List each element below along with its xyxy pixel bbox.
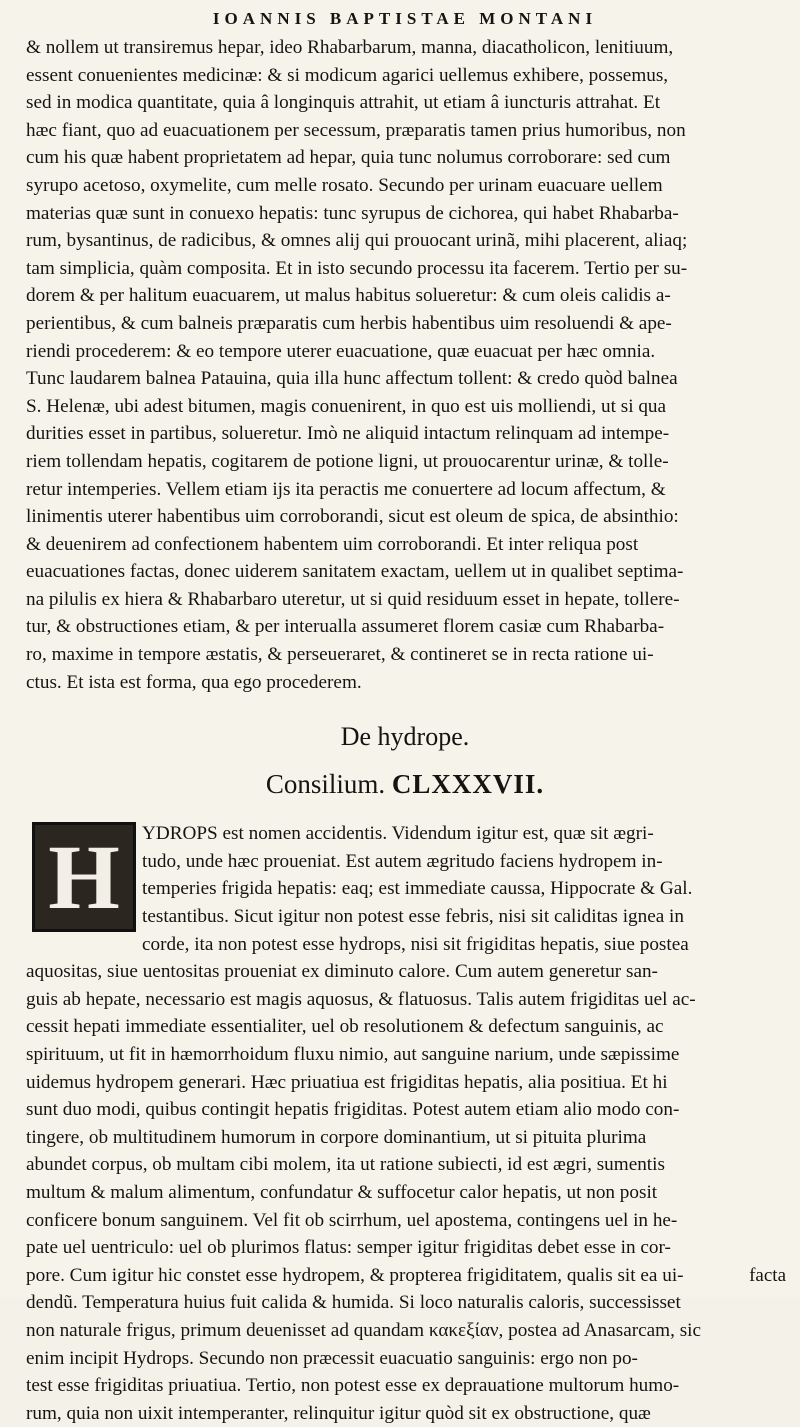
ornamental-initial (32, 822, 136, 932)
ornamental-initial-letter: H (48, 826, 120, 929)
text-line: non naturale frigus, primum deuenisset ad quandam κακεξίαν, postea ad Anasarcam, sic (26, 1319, 702, 1341)
text-line: materias quæ sunt in conuexo hepatis: tunc syrupus de cichorea, qui habet Rhabarba- (26, 202, 679, 224)
text-line: & nollem ut transiremus hepar, ideo Rhabarbarum, manna, diacatholicon, lenitiuum, (26, 37, 674, 58)
text-line: temperies frigida hepatis: eaq; est immediate caussa, Hippocrate & Gal. (142, 878, 693, 900)
text-line: tudo, unde hæc proueniat. Est autem ægritudo faciens hydropem in- (142, 850, 663, 872)
text-line: dorem & per halitum euacuarem, ut malus habitus solueretur: & cum oleis calidis a- (26, 285, 671, 307)
text-line: riem tollendam hepatis, cogitarem de potione ligni, ut prouocarentur urinæ, & tolle- (26, 450, 669, 472)
catchword: facta (749, 1265, 786, 1286)
body-text-bottom (26, 958, 784, 1427)
text-line: rum, bysantinus, de radicibus, & omnes alij qui prouocant urinã, mihi placerent, aliaq; (26, 230, 688, 252)
text-line: S. Helenæ, ubi adest bitumen, magis conuenirent, in quo est uis molliendi, ut si qua (26, 395, 667, 417)
text-line: dendũ. Temperatura huius fuit calida & humida. Si loco naturalis caloris, successisset (26, 1292, 681, 1314)
text-line: retur intemperies. Vellem etiam ijs ita peractis me conuertere ad locum affectum, & (26, 478, 666, 500)
text-line: ro, maxime in tempore æstatis, & perseueraret, & contineret se in recta ratione ui- (26, 644, 654, 666)
text-line: pate uel uentriculo: uel ob plurimos flatus: semper igitur frigiditas debet esse in cor- (26, 1237, 671, 1259)
text-line: conficere bonum sanguinem. Vel fit ob scirrhum, uel apostema, contingens uel in he- (26, 1209, 678, 1231)
text-line: pore. Cum igitur hic constet esse hydropem, & propterea frigiditatem, qualis sit ea ui- (26, 1264, 684, 1286)
consilium-number: CLXXXVII. (391, 769, 545, 800)
text-line: na pilulis ex hiera & Rhabarbaro uteretur, ut si quid residuum esset in hepate, tollere- (26, 588, 680, 610)
text-line: spirituum, ut fit in hæmorrhoidum fluxu nimio, aut sanguine narium, unde sæpissime (26, 1044, 680, 1065)
text-line: aquositas, siue uentositas proueniat ex diminuto calore. Cum autem generetur san- (26, 961, 658, 983)
consilium-title (26, 762, 784, 806)
text-line: linimentis uterer habentibus uim corroborandi, sicut est oleum de spica, de absinthio: (26, 506, 679, 528)
text-line: durities esset in partibus, solueretur. Imò ne aliquid intactum relinquam ad intempe- (26, 423, 670, 445)
text-line: guis ab hepate, necessario est magis aquosus, & flatuosus. Talis autem frigiditas uel ac- (26, 988, 696, 1010)
text-line: enim incipit Hydrops. Secundo non præcessit euacuatio sanguinis: ergo non po- (26, 1347, 638, 1369)
text-line: abundet corpus, ob multam cibi molem, ita ut ratione subiecti, id est ægri, sumentis (26, 1154, 665, 1176)
text-line: perientibus, & cum balneis præparatis cum herbis habentibus uim resoluendi & ape- (26, 312, 672, 334)
text-line: testantibus. Sicut igitur non potest esse febris, nisi sit caliditas ignea in (142, 906, 684, 928)
text-line: essent conuenientes medicinæ: & si modicum agarici uellemus exhibere, possemus, (26, 64, 669, 86)
text-line: sunt duo modi, quibus contingit hepatis frigiditas. Potest autem etiam alio modo con- (26, 1099, 680, 1121)
text-line: tur, & obstructiones etiam, & per interualla assumeret florem casiæ cum Rhabarba- (26, 616, 665, 638)
running-head: IOANNIS BAPTISTAE MONTANI (212, 9, 598, 28)
text-line: multum & malum alimentum, confundatur & suffocetur calor hepatis, ut non posit (26, 1181, 658, 1203)
text-line: riendi procederem: & eo tempore uterer euacuatione, quæ euacuat per hæc omnia. (26, 340, 656, 362)
text-line: sed in modica quantitate, quia â longinquis attrahit, ut etiam â iuncturis attrahat. Et (26, 92, 661, 114)
text-line: hæc fiant, quo ad euacuationem per secessum, præparatis tamen prius humoribus, non (26, 119, 686, 141)
text-line: tingere, ob multitudinem humorum in corpore dominantium, ut si pituita plurima (26, 1126, 647, 1148)
text-line: tam simplicia, quàm composita. Et in isto secundo processu ita facerem. Tertio per su- (26, 257, 688, 279)
text-line: Tunc laudarem balnea Patauina, quia illa hunc affectum tollent: & credo quòd balnea (26, 368, 678, 390)
text-line: test esse frigiditas priuatiua. Tertio, non potest esse ex deprauatione multorum humo- (26, 1375, 680, 1397)
consilium-label: Consilium. (265, 769, 386, 800)
text-line: rum, quia non uixit intemperanter, relinquitur igitur quòd sit ex obstructione, quæ (26, 1402, 651, 1424)
body-text-dropcap (26, 820, 784, 958)
text-line: cum his quæ habent proprietatem ad hepar, quia tunc nolumus corroborare: sed cum (26, 147, 671, 169)
text-line: & deuenirem ad confectionem habentem uim corroborandi. Et inter reliqua post (26, 533, 639, 555)
section-title: De hydrope. (340, 722, 470, 752)
text-line: ctus. Et ista est forma, qua ego procederem. (26, 671, 362, 693)
text-line: euacuationes factas, donec uiderem sanitatem exactam, uellem ut in qualibet septima- (26, 561, 684, 583)
text-line: YDROPS est nomen accidentis. Videndum igitur est, quæ sit ægri- (142, 823, 654, 845)
text-line: corde, ita non potest esse hydrops, nisi sit frigiditas hepatis, siue postea (142, 933, 689, 955)
dropcap-paragraph (26, 820, 784, 958)
text-line: uidemus hydropem generari. Hæc priuatiua est frigiditas hepatis, alia positiua. Et hi (26, 1071, 668, 1093)
body-text-top (26, 34, 784, 696)
text-line: syrupo acetoso, oxymelite, cum melle rosato. Secundo per urinam euacuare uellem (26, 174, 663, 196)
text-line: cessit hepati immediate essentialiter, uel ob resolutionem & defectum sanguinis, ac (26, 1016, 664, 1038)
